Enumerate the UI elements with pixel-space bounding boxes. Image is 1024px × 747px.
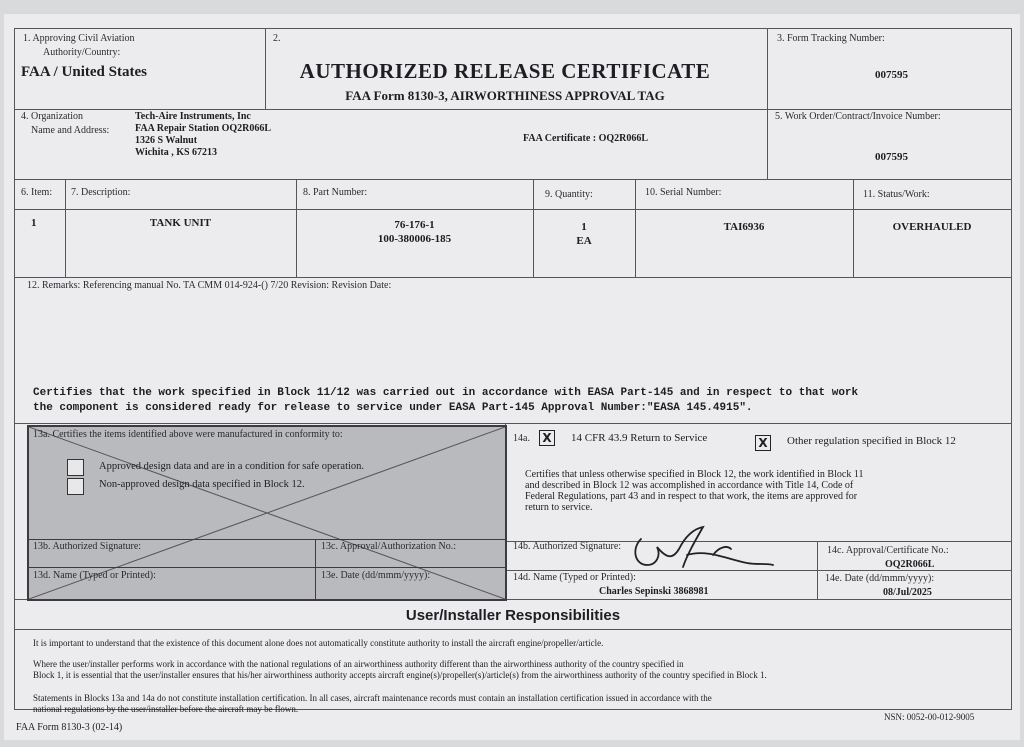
header-part-number: 8. Part Number: — [303, 187, 368, 198]
block13d-label: 13d. Name (Typed or Printed): — [33, 570, 156, 581]
block1-label-2: Authority/Country: — [43, 47, 121, 58]
responsibilities-paragraph-1: It is important to understand that the existence of this document alone does not automatically constitute authority to install the aircraft engine/propeller/article. — [33, 638, 604, 648]
block4-label: 4. Organization — [21, 111, 84, 122]
printed-name: Charles Sepinski 3868981 — [599, 586, 709, 597]
part-number-1: 76-176-1 — [394, 219, 435, 231]
approving-authority: FAA / United States — [21, 64, 147, 80]
block4-label-2: Name and Address: — [31, 125, 110, 136]
release-date: 08/Jul/2025 — [883, 587, 932, 598]
statement-line-3: Federal Regulations, part 43 and in respect to that work, the items are approved for — [525, 491, 858, 502]
form-frame — [14, 28, 1012, 714]
block13-void-area — [27, 425, 507, 601]
part-number-2: 100-380006-185 — [377, 233, 452, 245]
nsn-number: NSN: 0052-00-012-9005 — [884, 712, 975, 722]
return-to-service-label: 14 CFR 43.9 Return to Service — [571, 432, 708, 444]
serial-number: TAI6936 — [723, 221, 765, 233]
block3-label: 3. Form Tracking Number: — [777, 33, 885, 44]
page-title: AUTHORIZED RELEASE CERTIFICATE — [299, 59, 711, 83]
responsibilities-paragraph-2a: Where the user/installer performs work in accordance with the national regulations of an airworthiness authority different than the airworthiness authority of the country specified in — [33, 659, 684, 669]
block13b-label: 13b. Authorized Signature: — [33, 541, 142, 552]
block2-label: 2. — [273, 33, 281, 44]
other-regulation-label: Other regulation specified in Block 12 — [787, 435, 956, 447]
approved-design-checkbox[interactable] — [67, 459, 84, 476]
remarks-label: 12. Remarks: Referencing manual No. TA CMM 014-924-() 7/20 Revision: Revision Date: — [27, 280, 392, 291]
form-tracking-number: 007595 — [875, 69, 908, 81]
form-number: FAA Form 8130-3 (02-14) — [16, 722, 123, 733]
remarks-certification-line2: the component is considered ready for release to service under EASA Part-145 Approval Number:"EASA 145.4915". — [33, 402, 753, 414]
work-status: OVERHAULED — [892, 221, 972, 233]
page-subtitle: FAA Form 8130-3, AIRWORTHINESS APPROVAL TAG — [345, 88, 665, 103]
header-item: 6. Item: — [21, 187, 53, 198]
header-serial-number: 10. Serial Number: — [645, 187, 722, 198]
statement-line-4: return to service. — [525, 502, 593, 513]
responsibilities-paragraph-3a: Statements in Blocks 13a and 14a do not constitute installation certification. In all cases, aircraft maintenance records must contain an installation certification issued in accordance with the — [33, 693, 712, 703]
header-description: 7. Description: — [71, 187, 131, 198]
authorized-signature — [627, 519, 777, 579]
statement-line-2: and described in Block 12 was accomplished in accordance with Title 14, Code of — [525, 480, 854, 491]
approval-certificate-number: OQ2R066L — [885, 559, 935, 570]
block14a-label: 14a. — [513, 433, 530, 444]
responsibilities-paragraph-2b: Block 1, it is essential that the user/installer ensures that his/her airworthiness authority accepts aircraft engine(s)/propeller(s)/article(s) from the airworthiness authority of the country specified in Block 1. — [33, 670, 767, 680]
work-order-number: 007595 — [875, 151, 908, 163]
quantity-unit: EA — [576, 235, 592, 247]
certificate-paper — [4, 14, 1020, 740]
item-number: 1 — [31, 217, 37, 229]
block14c-label: 14c. Approval/Certificate No.: — [827, 545, 949, 556]
block14d-label: 14d. Name (Typed or Printed): — [513, 572, 636, 583]
quantity-value: 1 — [581, 221, 587, 233]
header-quantity: 9. Quantity: — [545, 189, 593, 200]
other-regulation-checkbox[interactable]: X — [755, 435, 771, 451]
responsibilities-paragraph-3b: national regulations by the user/installer before the aircraft may be flown. — [33, 704, 299, 714]
block14-statement — [525, 469, 863, 513]
statement-line-1: Certifies that unless otherwise specified in Block 12, the work identified in Block 11 — [525, 469, 864, 480]
header-status: 11. Status/Work: — [863, 189, 930, 200]
block5-label: 5. Work Order/Contract/Invoice Number: — [775, 111, 941, 122]
responsibilities-heading: User/Installer Responsibilities — [405, 607, 621, 624]
faa-certificate: FAA Certificate : OQ2R066L — [523, 133, 649, 144]
non-approved-design-checkbox[interactable] — [67, 478, 84, 495]
block13e-label: 13e. Date (dd/mmm/yyyy): — [321, 570, 431, 581]
block13a-label: 13a. Certifies the items identified above were manufactured in conformity to: — [33, 429, 343, 440]
approved-design-label: Approved design data and are in a condition for safe operation. — [99, 461, 365, 472]
non-approved-design-label: Non-approved design data specified in Block 12. — [99, 479, 305, 490]
block14e-label: 14e. Date (dd/mmm/yyyy): — [825, 573, 935, 584]
block1-label: 1. Approving Civil Aviation — [23, 33, 135, 44]
item-description: TANK UNIT — [149, 217, 212, 229]
org-street: 1326 S Walnut — [135, 135, 198, 146]
block14b-label: 14b. Authorized Signature: — [513, 541, 622, 552]
remarks-certification-line1: Certifies that the work specified in Block 11/12 was carried out in accordance with EASA Part-145 and in respect to that work — [33, 387, 859, 399]
organization-address — [135, 111, 271, 159]
org-city: Wichita , KS 67213 — [135, 147, 218, 158]
org-name: Tech-Aire Instruments, Inc — [135, 111, 251, 122]
block13c-label: 13c. Approval/Authorization No.: — [321, 541, 456, 552]
return-to-service-checkbox[interactable]: X — [539, 430, 555, 446]
org-station: FAA Repair Station OQ2R066L — [135, 123, 272, 134]
